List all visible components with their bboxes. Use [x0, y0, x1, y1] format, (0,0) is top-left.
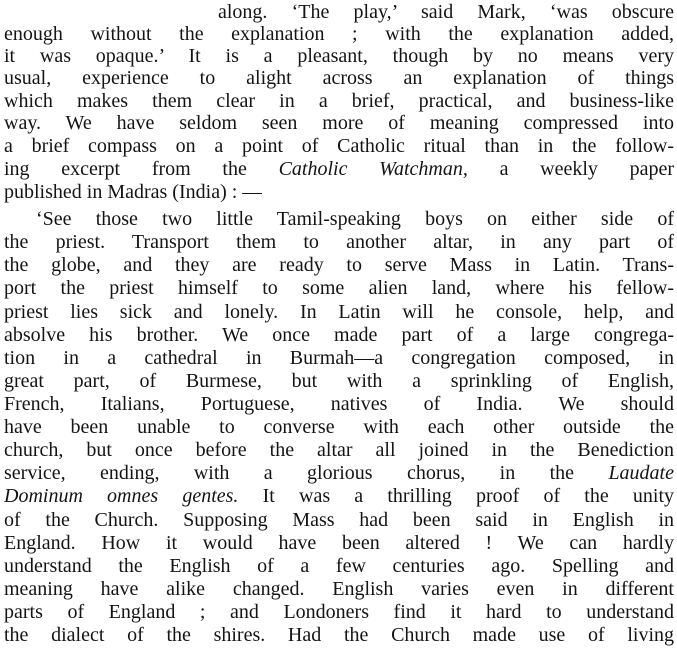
text-line: usual, experience to alight across an explanation of things [4, 67, 674, 89]
text-segment: It was a thrilling proof of the unity [262, 485, 674, 507]
text-line: a brief compass on a point of Catholic ritual than in the follow- [4, 135, 674, 157]
text-line: which makes them clear in a brief, practical, and business-like [4, 90, 674, 112]
text-segment: ing excerpt from the [4, 158, 247, 180]
text-line: tion in a cathedral in Burmah—a congregation composed, in [4, 347, 674, 369]
text-line: parts of England ; and Londoners find it hard to understand [4, 601, 674, 623]
text-line-with-latin [4, 484, 674, 508]
text-line: the globe, and they are ready to serve Mass in Latin. Trans- [4, 254, 674, 276]
text-line: the dialect of the shires. Had the Church made use of living [4, 624, 674, 646]
latin-phrase: Dominum omnes gentes. [4, 485, 239, 507]
text-line: absolve his brother. We once made part of a large congrega- [4, 324, 674, 346]
text-segment: service, ending, with a glorious chorus, in the [4, 462, 575, 484]
text-line: understand the English of a few centuries ago. Spelling and [4, 555, 674, 577]
text-line: great part, of Burmese, but with a sprinkling of English, [4, 370, 674, 392]
text-line: French, Italians, Portuguese, natives of India. We should [4, 393, 674, 415]
text-line: meaning have alike changed. English varies even in different [4, 578, 674, 600]
text-line: way. We have seldom seen more of meaning compressed into [4, 112, 674, 134]
text-line: the priest. Transport them to another altar, in any part of [4, 231, 674, 253]
text-line-with-title [4, 157, 674, 181]
text-line: it was opaque.’ It is a pleasant, though by no means very [4, 45, 674, 67]
text-line-with-latin [4, 461, 674, 485]
text-segment: a weekly paper [499, 158, 674, 180]
text-line: England. How it would have been altered ! We can hardly [4, 532, 674, 554]
text-line: enough without the explanation ; with the explanation added, [4, 23, 674, 45]
text-line: priest lies sick and lonely. In Latin will he console, help, and [4, 301, 674, 323]
text-line: of the Church. Supposing Mass had been said in English in [4, 509, 674, 531]
text-line: along. ‘The play,’ said Mark, ‘was obscure [218, 1, 674, 23]
latin-phrase: Laudate [608, 462, 674, 484]
newspaper-title: Catholic Watchman, [278, 158, 468, 180]
text-line: port the priest himself to some alien land, where his fellow- [4, 277, 674, 299]
text-line: have been unable to converse with each other outside the [4, 416, 674, 438]
quote-first-line: ‘See those two little Tamil-speaking boys on either side of [36, 208, 674, 230]
text-line: church, but once before the altar all joined in the Benediction [4, 439, 674, 461]
text-line: published in Madras (India) : — [4, 181, 263, 203]
